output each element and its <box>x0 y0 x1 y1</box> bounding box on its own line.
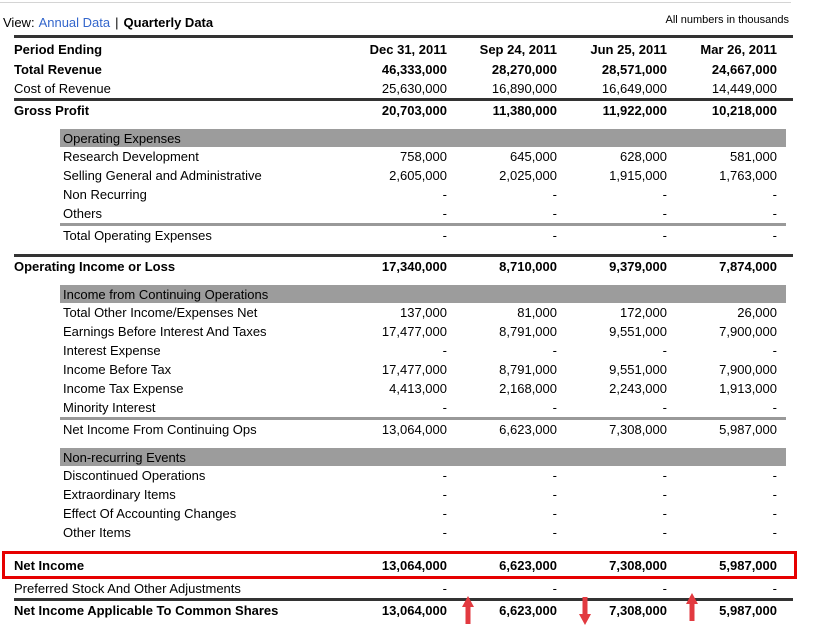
table-header-row <box>14 38 793 60</box>
cell-value: 6,623,000 <box>499 422 557 437</box>
row-label: Total Operating Expenses <box>63 228 212 243</box>
cell-value: 581,000 <box>730 149 777 164</box>
top-hairline <box>0 2 791 3</box>
row-spacer <box>14 245 793 254</box>
row-label: Earnings Before Interest And Taxes <box>63 324 267 339</box>
table-row <box>14 185 793 204</box>
cell-value: - <box>552 187 557 202</box>
cell-value: 137,000 <box>400 305 447 320</box>
table-row <box>14 166 793 185</box>
row-label: Net Income Applicable To Common Shares <box>14 603 279 618</box>
row-label: Extraordinary Items <box>63 487 176 502</box>
row-label: Income Tax Expense <box>63 381 184 396</box>
cell-value: - <box>442 206 447 221</box>
cell-value: 645,000 <box>510 149 557 164</box>
section-header: Income from Continuing Operations <box>60 285 786 303</box>
cell-value: 1,763,000 <box>719 168 777 183</box>
column-header-3: Mar 26, 2011 <box>700 41 777 57</box>
table-row <box>14 485 793 504</box>
cell-value: 26,000 <box>737 305 777 320</box>
section-header: Non-recurring Events <box>60 448 786 466</box>
cell-value: - <box>662 506 667 521</box>
cell-value: 14,449,000 <box>711 81 777 96</box>
cell-value: - <box>772 525 777 540</box>
cell-value: - <box>442 400 447 415</box>
cell-value: - <box>552 581 557 596</box>
cell-value: - <box>552 206 557 221</box>
cell-value: - <box>772 468 777 483</box>
quarterly-data-link[interactable]: Quarterly Data <box>123 15 214 30</box>
cell-value: 17,477,000 <box>381 362 447 377</box>
period-ending-label: Period Ending <box>14 41 103 57</box>
cell-value: - <box>442 506 447 521</box>
up-arrow-icon <box>461 596 475 624</box>
row-label: Total Revenue <box>14 62 102 77</box>
cell-value: - <box>662 581 667 596</box>
table-row <box>14 579 793 598</box>
cell-value: - <box>552 506 557 521</box>
cell-value: - <box>772 487 777 502</box>
table-row <box>14 398 793 417</box>
row-spacer <box>14 439 793 448</box>
section-header: Operating Expenses <box>60 129 786 147</box>
cell-value: 28,571,000 <box>601 62 667 77</box>
row-spacer <box>14 276 793 285</box>
view-label: View: <box>3 15 35 30</box>
row-label: Total Other Income/Expenses Net <box>63 305 258 320</box>
cell-value: 172,000 <box>620 305 667 320</box>
units-note: All numbers in thousands <box>665 14 789 26</box>
cell-value: 7,900,000 <box>719 324 777 339</box>
cell-value: - <box>662 187 667 202</box>
cell-value: 8,791,000 <box>499 324 557 339</box>
table-row <box>14 60 793 79</box>
table-row <box>14 523 793 542</box>
cell-value: 5,987,000 <box>719 603 777 618</box>
table-row <box>14 601 793 620</box>
table-row <box>14 257 793 276</box>
cell-value: 8,791,000 <box>499 362 557 377</box>
cell-value: 11,380,000 <box>492 103 557 118</box>
row-label: Interest Expense <box>63 343 161 358</box>
cell-value: 13,064,000 <box>381 422 447 437</box>
cell-value: - <box>662 228 667 243</box>
cell-value: 9,551,000 <box>609 324 667 339</box>
cell-value: 16,649,000 <box>601 81 667 96</box>
row-label: Operating Income or Loss <box>14 259 176 274</box>
cell-value: 7,874,000 <box>719 259 777 274</box>
cell-value: 24,667,000 <box>711 62 777 77</box>
cell-value: 5,987,000 <box>719 422 777 437</box>
cell-value: - <box>772 506 777 521</box>
cell-value: - <box>662 525 667 540</box>
cell-value: - <box>442 228 447 243</box>
row-label: Others <box>63 206 103 221</box>
cell-value: 628,000 <box>620 149 667 164</box>
cell-value: 16,890,000 <box>491 81 557 96</box>
cell-value: 2,025,000 <box>499 168 557 183</box>
table-row <box>14 504 793 523</box>
cell-value: 81,000 <box>517 305 557 320</box>
cell-value: - <box>552 525 557 540</box>
row-label: Cost of Revenue <box>14 81 111 96</box>
cell-value: 7,308,000 <box>609 557 667 573</box>
cell-value: - <box>552 400 557 415</box>
cell-value: - <box>772 187 777 202</box>
down-arrow-icon <box>578 597 592 625</box>
row-label: Other Items <box>63 525 131 540</box>
cell-value: 1,913,000 <box>719 381 777 396</box>
table-row <box>14 147 793 166</box>
row-label: Gross Profit <box>14 103 90 118</box>
cell-value: - <box>772 206 777 221</box>
cell-value: 5,987,000 <box>719 557 777 573</box>
table-row <box>14 79 793 98</box>
table-row <box>14 420 793 439</box>
cell-value: - <box>552 487 557 502</box>
page <box>0 2 826 625</box>
cell-value: - <box>552 228 557 243</box>
cell-value: - <box>662 206 667 221</box>
cell-value: - <box>772 400 777 415</box>
row-label: Effect Of Accounting Changes <box>63 506 237 521</box>
cell-value: 46,333,000 <box>381 62 447 77</box>
row-label: Income Before Tax <box>63 362 172 377</box>
cell-value: - <box>442 581 447 596</box>
table-row <box>14 551 793 579</box>
cell-value: 9,379,000 <box>609 259 667 274</box>
cell-value: - <box>442 468 447 483</box>
table-row <box>14 360 793 379</box>
row-label: Net Income <box>14 557 85 573</box>
row-label: Non Recurring <box>63 187 147 202</box>
cell-value: - <box>442 525 447 540</box>
table-row <box>14 204 793 223</box>
cell-value: 17,340,000 <box>381 259 447 274</box>
cell-value: - <box>442 487 447 502</box>
table-row <box>14 226 793 245</box>
cell-value: 9,551,000 <box>609 362 667 377</box>
table-row <box>14 341 793 360</box>
table-row <box>14 466 793 485</box>
table-row <box>14 379 793 398</box>
table-row <box>14 322 793 341</box>
annual-data-link[interactable]: Annual Data <box>38 15 111 30</box>
column-header-2: Jun 25, 2011 <box>590 41 667 57</box>
cell-value: 7,308,000 <box>609 603 667 618</box>
cell-value: 2,168,000 <box>499 381 557 396</box>
view-separator: | <box>115 15 119 30</box>
cell-value: - <box>772 228 777 243</box>
up-arrow-icon <box>685 593 699 621</box>
row-spacer <box>14 120 793 129</box>
cell-value: 17,477,000 <box>381 324 447 339</box>
cell-value: 758,000 <box>400 149 447 164</box>
cell-value: - <box>662 343 667 358</box>
cell-value: 1,915,000 <box>609 168 667 183</box>
cell-value: 2,605,000 <box>389 168 447 183</box>
cell-value: - <box>552 468 557 483</box>
table-row <box>14 101 793 120</box>
row-label: Minority Interest <box>63 400 156 415</box>
cell-value: - <box>662 400 667 415</box>
row-spacer <box>14 542 793 551</box>
cell-value: - <box>662 487 667 502</box>
cell-value: 20,703,000 <box>381 103 447 118</box>
row-label: Net Income From Continuing Ops <box>63 422 257 437</box>
cell-value: 28,270,000 <box>491 62 557 77</box>
cell-value: - <box>662 468 667 483</box>
cell-value: 7,900,000 <box>719 362 777 377</box>
cell-value: 13,064,000 <box>381 603 447 618</box>
cell-value: 8,710,000 <box>499 259 557 274</box>
row-label: Research Development <box>63 149 199 164</box>
cell-value: 10,218,000 <box>711 103 777 118</box>
cell-value: 2,243,000 <box>609 381 667 396</box>
cell-value: 7,308,000 <box>609 422 667 437</box>
income-statement-table <box>14 35 793 620</box>
row-label: Discontinued Operations <box>63 468 206 483</box>
cell-value: 4,413,000 <box>389 381 447 396</box>
row-label: Selling General and Administrative <box>63 168 262 183</box>
cell-value: 6,623,000 <box>499 603 557 618</box>
cell-value: 6,623,000 <box>499 557 557 573</box>
cell-value: - <box>772 581 777 596</box>
cell-value: - <box>772 343 777 358</box>
column-header-0: Dec 31, 2011 <box>369 41 447 57</box>
cell-value: 13,064,000 <box>381 557 447 573</box>
cell-value: 11,922,000 <box>602 103 667 118</box>
column-header-1: Sep 24, 2011 <box>479 41 557 57</box>
cell-value: - <box>552 343 557 358</box>
row-label: Preferred Stock And Other Adjustments <box>14 581 241 596</box>
table-row <box>14 303 793 322</box>
cell-value: 25,630,000 <box>381 81 447 96</box>
cell-value: - <box>442 343 447 358</box>
cell-value: - <box>442 187 447 202</box>
